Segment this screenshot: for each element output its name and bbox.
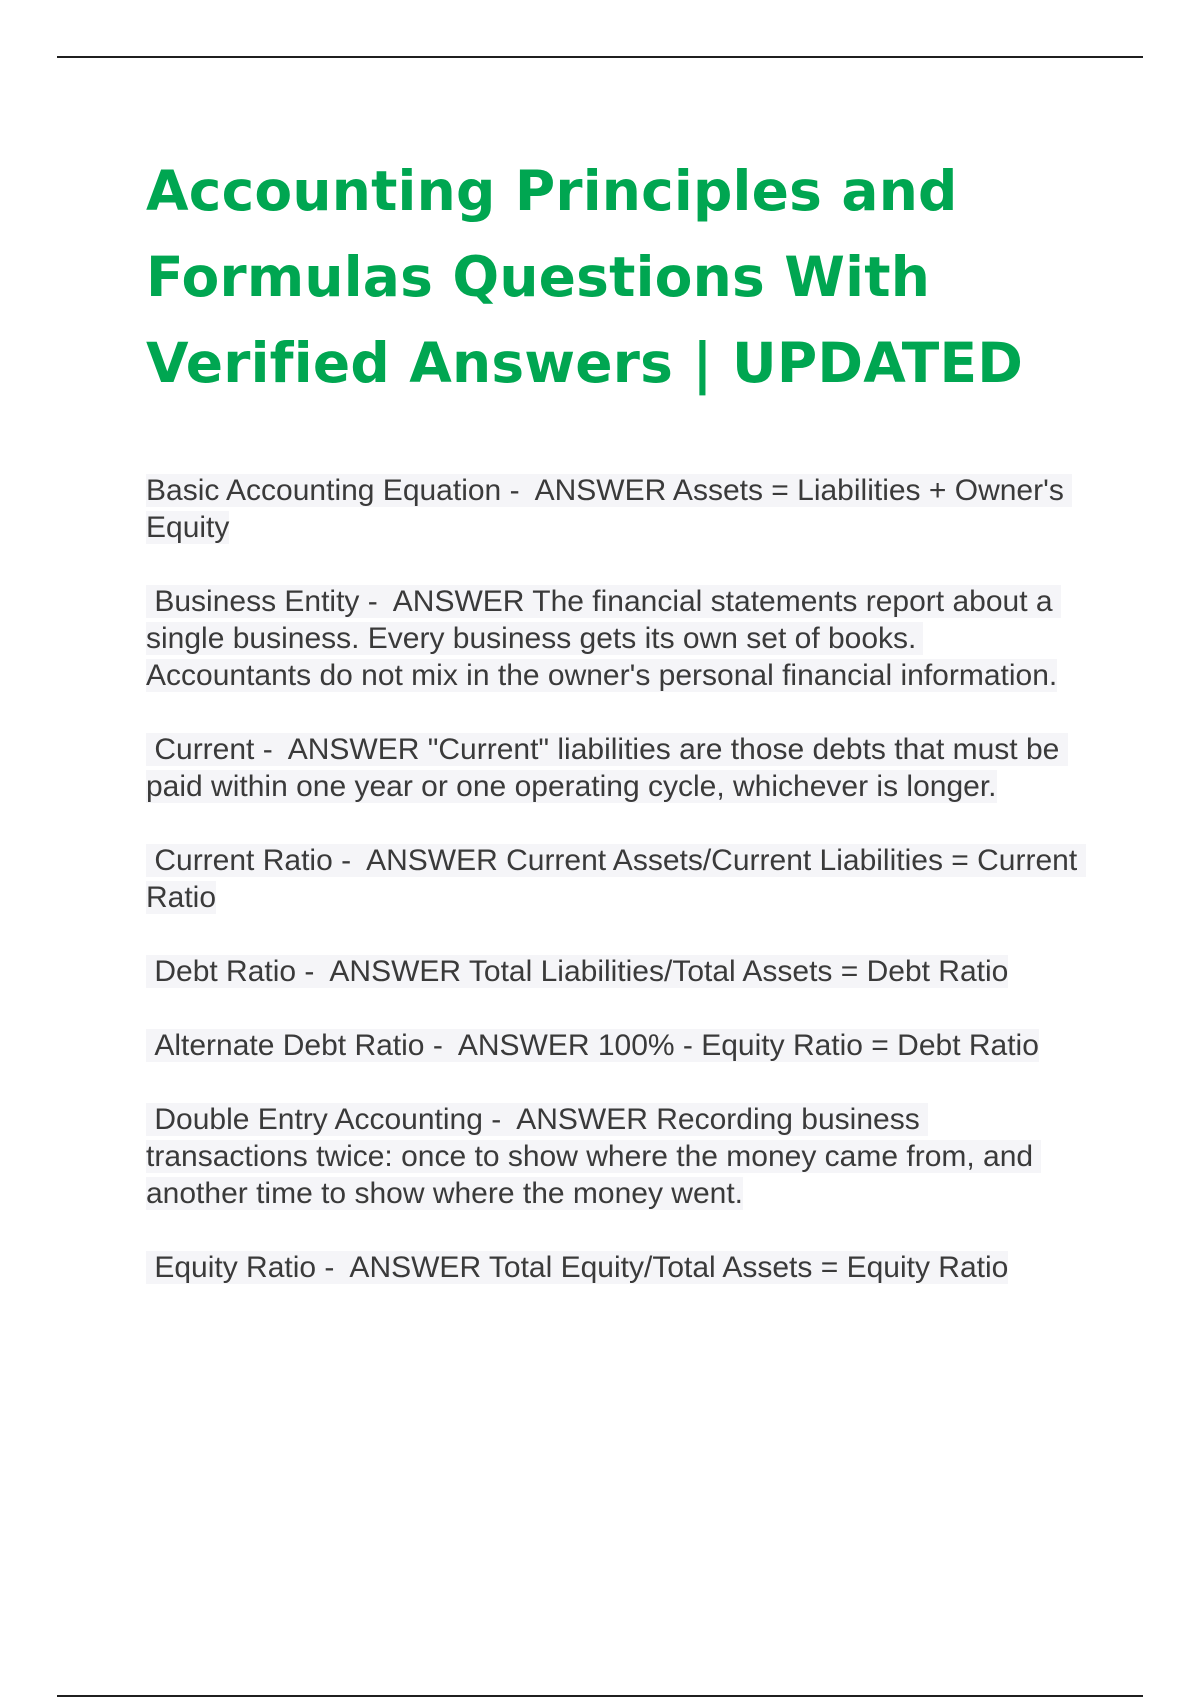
qa-item-current	[146, 731, 1086, 805]
top-rule	[57, 56, 1143, 58]
qa-text: Basic Accounting Equation - ANSWER Assets = Liabilities + Owner's Equity	[146, 474, 1073, 544]
qa-text: Equity Ratio - ANSWER Total Equity/Total Assets = Equity Ratio	[146, 1251, 1009, 1284]
qa-item-alternate-debt-ratio	[146, 1027, 1086, 1064]
qa-text: Alternate Debt Ratio - ANSWER 100% - Equity Ratio = Debt Ratio	[146, 1029, 1039, 1062]
bottom-rule	[57, 1695, 1143, 1697]
qa-text: Debt Ratio - ANSWER Total Liabilities/Total Assets = Debt Ratio	[146, 955, 1009, 988]
qa-item-business-entity	[146, 583, 1086, 694]
qa-item-current-ratio	[146, 842, 1086, 916]
qa-text: Business Entity - ANSWER The financial statements report about a single business. Every business gets its own set of books. Accountants do not mix in the owner's personal financial information.	[146, 585, 1061, 692]
qa-item-basic-accounting-equation	[146, 472, 1086, 546]
qa-item-double-entry-accounting	[146, 1101, 1086, 1212]
qa-text: Double Entry Accounting - ANSWER Recording business transactions twice: once to show where the money came from, and another time to show where the money went.	[146, 1103, 1042, 1210]
qa-item-equity-ratio	[146, 1249, 1086, 1286]
qa-list	[146, 472, 1086, 1323]
qa-item-debt-ratio	[146, 953, 1086, 990]
qa-text: Current Ratio - ANSWER Current Assets/Current Liabilities = Current Ratio	[146, 844, 1086, 914]
document-title: Accounting Principles and Formulas Questions With Verified Answers | UPDATED	[146, 159, 1024, 395]
qa-text: Current - ANSWER "Current" liabilities are those debts that must be paid within one year or one operating cycle, whichever is longer.	[146, 733, 1068, 803]
